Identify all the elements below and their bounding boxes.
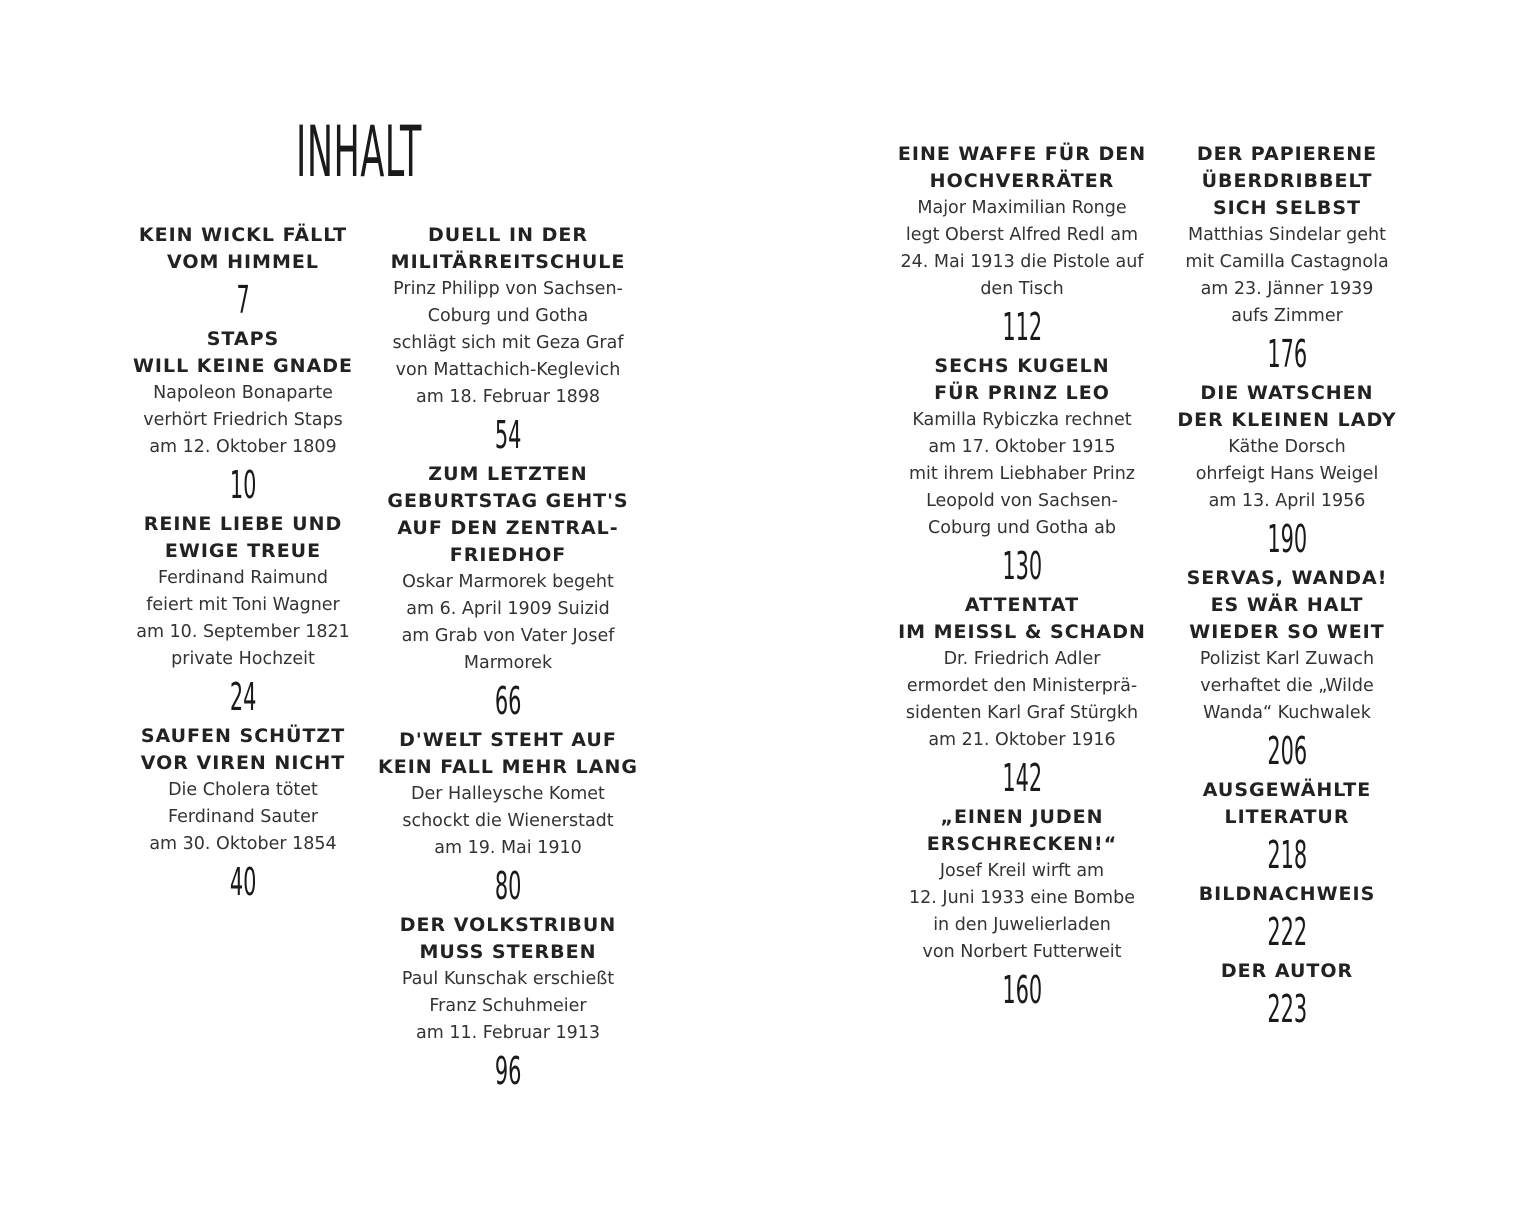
toc-entry-title: STAPS WILL KEINE GNADE bbox=[132, 328, 354, 377]
toc-entry-page-number: 206 bbox=[1267, 729, 1307, 773]
toc-entry[interactable] bbox=[113, 326, 373, 511]
toc-entry[interactable] bbox=[378, 912, 638, 1097]
toc-entry[interactable] bbox=[1157, 565, 1417, 777]
toc-entry-title: EINE WAFFE FÜR DEN HOCHVERRÄTER bbox=[897, 143, 1147, 192]
toc-entry[interactable] bbox=[1157, 141, 1417, 380]
toc-entry-page-number: 80 bbox=[494, 864, 522, 908]
toc-entry-title: KEIN WICKL FÄLLT VOM HIMMEL bbox=[138, 224, 348, 273]
toc-entry-page-number: 218 bbox=[1267, 833, 1307, 877]
toc-entry-page-number: 222 bbox=[1267, 910, 1307, 954]
toc-entry[interactable] bbox=[113, 511, 373, 723]
toc-entry[interactable] bbox=[1157, 380, 1417, 565]
toc-entry-title: AUSGEWÄHLTE LITERATUR bbox=[1202, 779, 1372, 828]
toc-entry[interactable] bbox=[892, 592, 1152, 804]
toc-entry-title: BILDNACHWEIS bbox=[1198, 883, 1376, 905]
toc-entry-title: REINE LIEBE UND EWIGE TREUE bbox=[143, 513, 343, 562]
toc-entry-description: Käthe Dorsch ohrfeigt Hans Weigel am 13. April 1956 bbox=[1195, 437, 1379, 511]
toc-entry-description: Oskar Marmorek begeht am 6. April 1909 Suizid am Grab von Vater Josef Marmorek bbox=[401, 572, 615, 673]
toc-column-3 bbox=[892, 141, 1152, 1016]
toc-entry-page-number: 176 bbox=[1267, 332, 1307, 376]
toc-entry-page-number: 142 bbox=[1002, 756, 1042, 800]
toc-entry-title: SAUFEN SCHÜTZT VOR VIREN NICHT bbox=[140, 725, 346, 774]
toc-entry-page-number: 10 bbox=[229, 463, 257, 507]
toc-entry-description: Prinz Philipp von Sachsen- Coburg und Gotha schlägt sich mit Geza Graf von Mattachich-Keglevich am 18. Februar 1898 bbox=[392, 279, 624, 407]
toc-entry-description: Napoleon Bonaparte verhört Friedrich Staps am 12. Oktober 1809 bbox=[143, 383, 343, 457]
toc-entry[interactable] bbox=[1157, 777, 1417, 881]
toc-entry-page-number: 160 bbox=[1002, 968, 1042, 1012]
toc-entry-page-number: 96 bbox=[494, 1049, 522, 1093]
toc-column-4 bbox=[1157, 141, 1417, 1035]
toc-entry-title: SECHS KUGELN FÜR PRINZ LEO bbox=[934, 355, 1110, 404]
toc-entry-page-number: 130 bbox=[1002, 544, 1042, 588]
toc-entry[interactable] bbox=[892, 141, 1152, 353]
toc-entry-page-number: 54 bbox=[494, 413, 522, 457]
toc-entry-title: DIE WATSCHEN DER KLEINEN LADY bbox=[1177, 382, 1397, 431]
toc-entry[interactable] bbox=[378, 727, 638, 912]
toc-entry-page-number: 40 bbox=[229, 860, 257, 904]
toc-entry[interactable] bbox=[113, 723, 373, 908]
toc-entry-title: DUELL IN DER MILITÄRREITSCHULE bbox=[390, 224, 626, 273]
toc-entry-description: Ferdinand Raimund feiert mit Toni Wagner am 10. September 1821 private Hochzeit bbox=[136, 568, 350, 669]
toc-entry[interactable] bbox=[892, 353, 1152, 592]
toc-entry-page-number: 7 bbox=[236, 278, 250, 322]
toc-entry-description: Josef Kreil wirft am 12. Juni 1933 eine Bombe in den Juwelierladen von Norbert Futterweit bbox=[909, 861, 1135, 962]
toc-entry[interactable] bbox=[113, 222, 373, 326]
toc-entry-title: „EINEN JUDEN ERSCHRECKEN!“ bbox=[926, 806, 1118, 855]
toc-entry-title: ZUM LETZTEN GEBURTSTAG GEHT'S AUF DEN ZENTRAL- FRIEDHOF bbox=[387, 463, 629, 566]
toc-entry[interactable] bbox=[1157, 958, 1417, 1035]
toc-column-1 bbox=[113, 222, 373, 908]
toc-entry-title: SERVAS, WANDA! ES WÄR HALT WIEDER SO WEIT bbox=[1186, 567, 1388, 643]
toc-entry-description: Paul Kunschak erschießt Franz Schuhmeier am 11. Februar 1913 bbox=[401, 969, 615, 1043]
toc-entry-description: Major Maximilian Ronge legt Oberst Alfred Redl am 24. Mai 1913 die Pistole auf den Tisch bbox=[900, 198, 1144, 299]
toc-entry-page-number: 223 bbox=[1267, 987, 1307, 1031]
page-title: INHALT bbox=[296, 111, 422, 193]
toc-entry[interactable] bbox=[378, 222, 638, 461]
toc-entry[interactable] bbox=[892, 804, 1152, 1016]
toc-entry-page-number: 112 bbox=[1002, 305, 1042, 349]
toc-entry-title: ATTENTAT IM MEISSL & SCHADN bbox=[898, 594, 1146, 643]
toc-entry-title: D'WELT STEHT AUF KEIN FALL MEHR LANG bbox=[378, 729, 638, 778]
toc-entry-title: DER PAPIERENE ÜBERDRIBBELT SICH SELBST bbox=[1196, 143, 1378, 219]
toc-entry[interactable] bbox=[378, 461, 638, 727]
toc-entry-description: Kamilla Rybiczka rechnet am 17. Oktober 1915 mit ihrem Liebhaber Prinz Leopold von Sachsen- Coburg und Gotha ab bbox=[909, 410, 1135, 538]
toc-entry[interactable] bbox=[1157, 881, 1417, 958]
toc-entry-description: Matthias Sindelar geht mit Camilla Castagnola am 23. Jänner 1939 aufs Zimmer bbox=[1185, 225, 1389, 326]
toc-entry-page-number: 190 bbox=[1267, 517, 1307, 561]
toc-entry-description: Die Cholera tötet Ferdinand Sauter am 30. Oktober 1854 bbox=[149, 780, 337, 854]
toc-entry-title: DER VOLKSTRIBUN MUSS STERBEN bbox=[399, 914, 617, 963]
toc-entry-title: DER AUTOR bbox=[1220, 960, 1354, 982]
toc-entry-description: Polizist Karl Zuwach verhaftet die „Wilde Wanda“ Kuchwalek bbox=[1199, 649, 1375, 723]
toc-entry-page-number: 24 bbox=[229, 675, 257, 719]
toc-entry-description: Dr. Friedrich Adler ermordet den Ministerprä- sidenten Karl Graf Stürgkh am 21. Oktober 1916 bbox=[905, 649, 1139, 750]
toc-column-2 bbox=[378, 222, 638, 1097]
toc-entry-page-number: 66 bbox=[494, 679, 522, 723]
toc-entry-description: Der Halleysche Komet schockt die Wienerstadt am 19. Mai 1910 bbox=[402, 784, 614, 858]
